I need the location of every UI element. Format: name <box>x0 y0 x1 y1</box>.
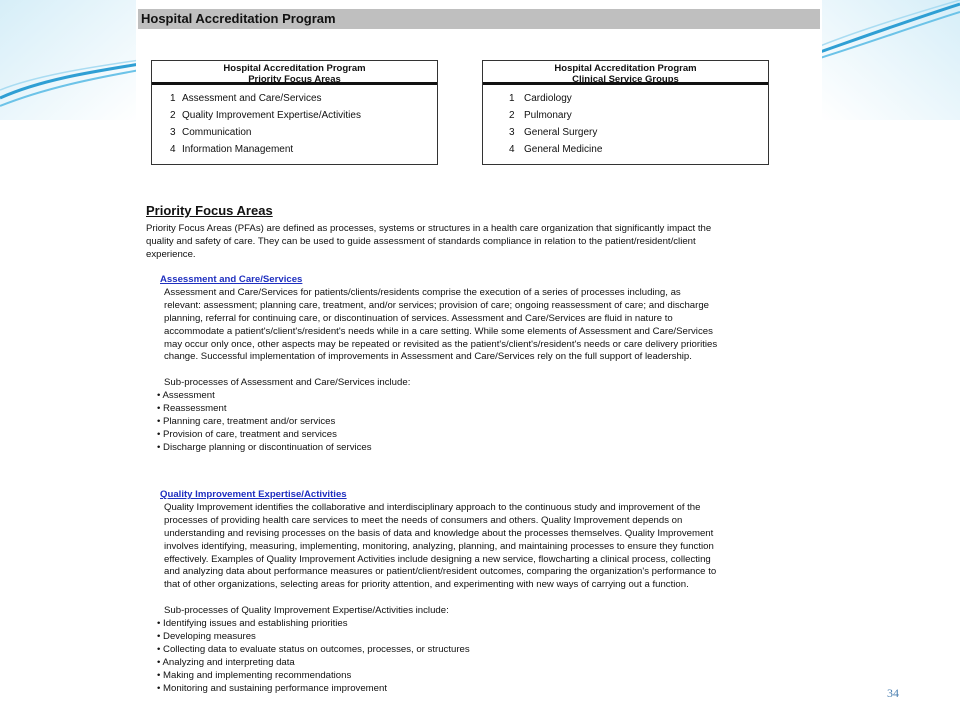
assessment-link[interactable]: Assessment and Care/Services <box>160 274 303 285</box>
list-item <box>509 124 768 141</box>
item-number: 4 <box>509 144 515 155</box>
list-item <box>170 124 437 141</box>
box-header <box>152 61 437 85</box>
item-number: 3 <box>509 127 515 138</box>
page-number: 34 <box>887 686 899 700</box>
list-item <box>170 107 437 124</box>
list-item: • Monitoring and sustaining performance improvement <box>157 683 720 696</box>
list-item <box>509 141 768 158</box>
item-number: 1 <box>509 93 515 104</box>
document-page <box>136 0 822 720</box>
item-label: Assessment and Care/Services <box>182 93 322 104</box>
assessment-section <box>160 274 720 455</box>
quality-improvement-paragraph: Quality Improvement identifies the collaborative and interdisciplinary approach to the continuous study and improvement of the processes of providing health care services to meet the needs of consumers and others. Quality Improvement depends on understanding and revising processes on the basis of data and knowledge about the processes themselves. Quality Improvement involves identifying, measuring, implementing, monitoring, analyzing, planning, and maintaining processes to ensure they function effectively. Examples of Quality Improvement Activities include designing a new service, flowcharting a clinical process, collecting and analyzing data about performance measures or patient/client/resident outcomes, comparing the organization's performance to that of other organizations, selecting areas for priority attention, and experimenting with new ways of carrying out a function. <box>164 501 717 591</box>
box-title: Hospital Accreditation Program <box>554 63 697 74</box>
quality-improvement-subprocess-list <box>157 618 720 695</box>
list-item <box>509 90 768 107</box>
list-item <box>509 107 768 124</box>
list-item <box>170 141 437 158</box>
list-item: • Assessment <box>157 390 720 403</box>
document-header: Hospital Accreditation Program <box>138 9 820 29</box>
item-label: General Surgery <box>524 127 598 138</box>
quality-improvement-subprocess-intro: Sub-processes of Quality Improvement Expertise/Activities include: <box>164 605 449 617</box>
assessment-subprocess-intro: Sub-processes of Assessment and Care/Services include: <box>164 377 411 389</box>
item-label: Quality Improvement Expertise/Activities <box>182 110 361 121</box>
item-label: Pulmonary <box>524 110 572 121</box>
assessment-paragraph: Assessment and Care/Services for patients/clients/residents comprise the execution of a series of processes including, as relevant: assessment; planning care, treatment, and/or services; provision of care; ongoing reassessment of care; and discharge planning, referral for continuing care, or discontinuation of services. Assessment and Care/Services are fluid in nature to accommodate a patient's/client's/resident's needs while in a care setting. While some elements of Assessment and Care/Services may occur only once, other aspects may be repeated or revisited as the patient's/client's/resident's needs or care delivery priorities change. Successful implementation of improvements in Assessment and Care/Services rely on the full support of leadership. <box>164 286 718 363</box>
item-label: Cardiology <box>524 93 572 104</box>
priority-focus-areas-box <box>151 60 438 165</box>
item-label: Communication <box>182 127 252 138</box>
priority-focus-intro-paragraph: Priority Focus Areas (PFAs) are defined as processes, systems or structures in a health care organization that significantly impact the quality and safety of care. They can be used to guide assessment of standards compliance in relation to the patient/resident/client experience. <box>146 223 712 260</box>
quality-improvement-section <box>160 489 720 696</box>
box-title: Hospital Accreditation Program <box>223 63 366 74</box>
list-item: • Discharge planning or discontinuation of services <box>157 442 720 455</box>
quality-improvement-link[interactable]: Quality Improvement Expertise/Activities <box>160 489 347 500</box>
decorative-swoosh-right <box>820 0 960 120</box>
item-number: 4 <box>170 144 176 155</box>
decorative-swoosh-left <box>0 0 140 120</box>
item-number: 3 <box>170 127 176 138</box>
box-subtitle: Clinical Service Groups <box>572 74 679 85</box>
list-item: • Developing measures <box>157 631 720 644</box>
list-item: • Collecting data to evaluate status on outcomes, processes, or structures <box>157 644 720 657</box>
list-item: • Making and implementing recommendations <box>157 670 720 683</box>
item-number: 2 <box>509 110 515 121</box>
item-number: 1 <box>170 93 176 104</box>
item-label: Information Management <box>182 144 294 155</box>
box-subtitle: Priority Focus Areas <box>248 74 341 85</box>
clinical-service-groups-box <box>482 60 769 165</box>
list-item: • Identifying issues and establishing priorities <box>157 618 720 631</box>
item-label: General Medicine <box>524 144 603 155</box>
list-item <box>170 90 437 107</box>
list-item: • Provision of care, treatment and services <box>157 429 720 442</box>
list-item: • Reassessment <box>157 403 720 416</box>
box-header <box>483 61 768 85</box>
clinical-service-list <box>483 85 768 158</box>
assessment-subprocess-list <box>157 390 720 455</box>
priority-focus-list <box>152 85 437 158</box>
item-number: 2 <box>170 110 176 121</box>
list-item: • Planning care, treatment and/or services <box>157 416 720 429</box>
list-item: • Analyzing and interpreting data <box>157 657 720 670</box>
section-heading-priority-focus-areas: Priority Focus Areas <box>146 203 273 218</box>
